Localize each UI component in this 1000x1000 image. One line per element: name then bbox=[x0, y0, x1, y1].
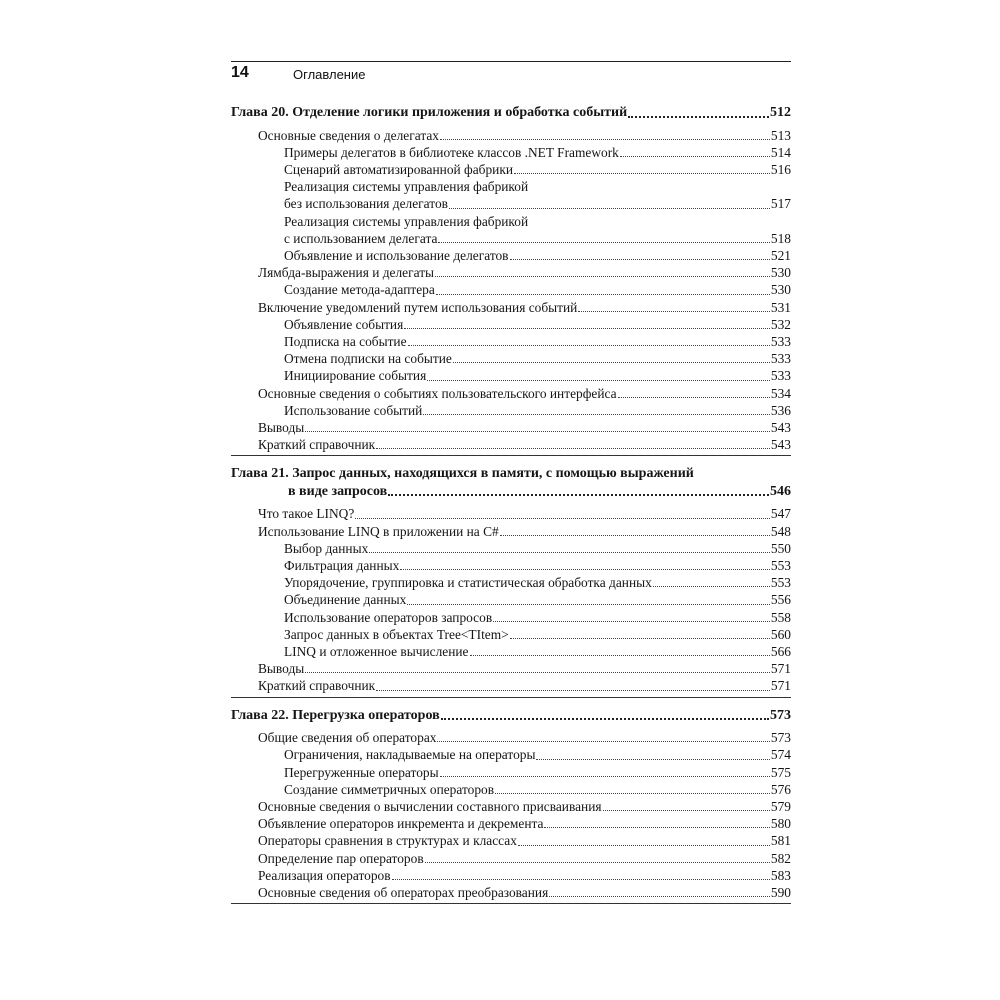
dot-leader bbox=[400, 569, 770, 570]
dot-leader bbox=[578, 311, 770, 312]
chapter-block bbox=[231, 465, 791, 697]
dot-leader bbox=[440, 776, 770, 777]
dot-leader bbox=[435, 276, 770, 277]
dot-leader bbox=[518, 845, 770, 846]
subsection-entry bbox=[231, 557, 791, 574]
entry-page: 516 bbox=[770, 161, 791, 177]
chapter-heading bbox=[231, 707, 791, 728]
subsection-entry bbox=[231, 402, 791, 419]
dot-leader bbox=[536, 759, 769, 760]
subsection-entry bbox=[231, 195, 791, 212]
chapter-page: 512 bbox=[770, 105, 791, 120]
entry-page: 543 bbox=[770, 437, 791, 453]
dot-leader bbox=[495, 793, 770, 794]
chapter-title-line bbox=[231, 483, 791, 501]
subsection-entry bbox=[231, 781, 791, 798]
entry-title: Отмена подписки на событие bbox=[284, 351, 452, 367]
dot-leader bbox=[449, 208, 770, 209]
dot-leader bbox=[549, 896, 770, 897]
entry-title: Перегруженные операторы bbox=[284, 764, 439, 780]
subsection-entry bbox=[231, 333, 791, 350]
chapter-title-line1: Глава 21. Запрос данных, находящихся в памяти, с помощью выражений bbox=[231, 466, 694, 482]
entry-title: Основные сведения о делегатах bbox=[258, 127, 439, 143]
entry-page: 533 bbox=[770, 333, 791, 349]
table-of-contents bbox=[231, 104, 791, 904]
section-entry bbox=[231, 832, 791, 849]
entry-title: Использование событий bbox=[284, 402, 423, 418]
entry-title: Создание симметричных операторов bbox=[284, 781, 495, 797]
entry-title: Лямбда-выражения и делегаты bbox=[258, 265, 435, 281]
section-entry bbox=[231, 660, 791, 677]
entry-page: 553 bbox=[770, 575, 791, 591]
entry-title: Запрос данных в объектах Tree<TItem> bbox=[284, 626, 509, 642]
entry-title: Выводы bbox=[258, 661, 305, 677]
section-entry bbox=[231, 127, 791, 144]
section-entry bbox=[231, 523, 791, 540]
entry-title: Включение уведомлений путем использования событий bbox=[258, 299, 578, 315]
entry-page: 573 bbox=[770, 730, 791, 746]
dot-leader bbox=[408, 345, 770, 346]
entry-page: 532 bbox=[770, 316, 791, 332]
section-entry bbox=[231, 850, 791, 867]
subsection-entry bbox=[231, 591, 791, 608]
section-entry bbox=[231, 677, 791, 694]
dot-leader bbox=[369, 552, 770, 553]
entry-title: Примеры делегатов в библиотеке классов .NET Framework bbox=[284, 144, 619, 160]
subsection-entry bbox=[231, 316, 791, 333]
dot-leader bbox=[653, 586, 770, 587]
chapter-gap bbox=[231, 698, 791, 707]
section-entry bbox=[231, 815, 791, 832]
entry-title: Определение пар операторов bbox=[258, 850, 424, 866]
entry-title: Объединение данных bbox=[284, 592, 407, 608]
chapter-gap bbox=[231, 456, 791, 465]
dot-leader bbox=[305, 672, 770, 673]
entry-page: 566 bbox=[770, 643, 791, 659]
subsection-entry bbox=[231, 746, 791, 763]
entry-page: 550 bbox=[770, 540, 791, 556]
entry-title: Реализация операторов bbox=[258, 867, 391, 883]
entry-title: Упорядочение, группировка и статистическая обработка данных bbox=[284, 575, 652, 591]
dot-leader bbox=[603, 810, 770, 811]
dot-leader bbox=[388, 494, 769, 496]
chapter-page: 546 bbox=[770, 483, 791, 499]
dot-leader bbox=[305, 431, 770, 432]
subsection-entry bbox=[231, 144, 791, 161]
entry-page: 556 bbox=[770, 592, 791, 608]
subsection-entry bbox=[231, 764, 791, 781]
entry-title: Фильтрация данных bbox=[284, 557, 400, 573]
entry-title-line1: Реализация системы управления фабрикой bbox=[284, 179, 529, 195]
entry-page: 536 bbox=[770, 402, 791, 418]
dot-leader bbox=[510, 259, 770, 260]
entry-title: Основные сведения о событиях пользовательского интерфейса bbox=[258, 385, 617, 401]
entry-page: 590 bbox=[770, 884, 791, 900]
subsection-entry bbox=[231, 574, 791, 591]
dot-leader bbox=[514, 173, 770, 174]
section-entry bbox=[231, 385, 791, 402]
entry-page: 580 bbox=[770, 816, 791, 832]
entry-title: с использованием делегата bbox=[284, 230, 438, 246]
subsection-entry bbox=[231, 230, 791, 247]
dot-leader bbox=[427, 380, 770, 381]
chapter-block bbox=[231, 104, 791, 456]
subsection-entry bbox=[231, 161, 791, 178]
dot-leader bbox=[620, 156, 770, 157]
entry-page: 581 bbox=[770, 833, 791, 849]
dot-leader bbox=[392, 879, 770, 880]
entry-title: Основные сведения об операторах преобразования bbox=[258, 884, 549, 900]
section-entry bbox=[231, 867, 791, 884]
section-entry bbox=[231, 798, 791, 815]
entry-page: 579 bbox=[770, 798, 791, 814]
chapter-title-line bbox=[231, 104, 791, 122]
dot-leader bbox=[425, 862, 770, 863]
section-entry bbox=[231, 436, 791, 453]
section-entry bbox=[231, 884, 791, 901]
dot-leader bbox=[437, 741, 769, 742]
chapter-heading bbox=[231, 104, 791, 125]
entry-title: Инициирование события bbox=[284, 368, 427, 384]
entry-page: 553 bbox=[770, 557, 791, 573]
entry-title: Использование LINQ в приложении на C# bbox=[258, 523, 499, 539]
chapter-entries bbox=[231, 503, 791, 696]
entry-page: 543 bbox=[770, 419, 791, 435]
dot-leader bbox=[355, 518, 770, 519]
dot-leader bbox=[453, 362, 770, 363]
entry-page: 547 bbox=[770, 506, 791, 522]
page-number: 14 bbox=[231, 64, 249, 81]
chapter-entries bbox=[231, 727, 791, 903]
chapter-title: в виде запросов bbox=[288, 483, 388, 499]
entry-title: Краткий справочник bbox=[258, 437, 376, 453]
entry-page: 582 bbox=[770, 850, 791, 866]
running-title: Оглавление bbox=[293, 67, 366, 82]
subsection-entry bbox=[231, 350, 791, 367]
entry-page: 517 bbox=[770, 196, 791, 212]
entry-page: 574 bbox=[770, 747, 791, 763]
entry-title: Объявление события bbox=[284, 316, 404, 332]
dot-leader bbox=[436, 294, 770, 295]
entry-title: Общие сведения об операторах bbox=[258, 730, 437, 746]
dot-leader bbox=[470, 655, 770, 656]
entry-title: LINQ и отложенное вычисление bbox=[284, 643, 469, 659]
chapter-title-line bbox=[231, 707, 791, 725]
subsection-entry bbox=[231, 247, 791, 264]
chapter-entries bbox=[231, 125, 791, 456]
chapter-title: Глава 22. Перегрузка операторов bbox=[231, 707, 440, 723]
entry-page: 576 bbox=[770, 781, 791, 797]
entry-title: Выбор данных bbox=[284, 540, 369, 556]
dot-leader bbox=[618, 397, 770, 398]
subsection-entry bbox=[231, 643, 791, 660]
section-entry bbox=[231, 299, 791, 316]
dot-leader bbox=[423, 414, 770, 415]
entry-page: 533 bbox=[770, 351, 791, 367]
dot-leader bbox=[440, 139, 770, 140]
subsection-entry bbox=[231, 540, 791, 557]
dot-leader bbox=[404, 328, 770, 329]
dot-leader bbox=[438, 242, 770, 243]
entry-page: 531 bbox=[770, 299, 791, 315]
chapter-heading bbox=[231, 465, 791, 503]
entry-title: Объявление операторов инкремента и декремента bbox=[258, 816, 544, 832]
entry-page: 513 bbox=[770, 127, 791, 143]
chapter-page: 573 bbox=[770, 707, 791, 723]
subsection-entry bbox=[231, 281, 791, 298]
dot-leader bbox=[376, 448, 770, 449]
entry-title: Подписка на событие bbox=[284, 333, 407, 349]
entry-title: Сценарий автоматизированной фабрики bbox=[284, 161, 514, 177]
dot-leader bbox=[500, 535, 770, 536]
dot-leader bbox=[441, 718, 769, 720]
dot-leader bbox=[628, 116, 769, 118]
entry-page: 548 bbox=[770, 523, 791, 539]
entry-page: 571 bbox=[770, 661, 791, 677]
subsection-entry bbox=[231, 626, 791, 643]
dot-leader bbox=[544, 827, 769, 828]
entry-page: 530 bbox=[770, 282, 791, 298]
entry-title: Что такое LINQ? bbox=[258, 506, 355, 522]
entry-page: 534 bbox=[770, 385, 791, 401]
section-entry bbox=[231, 264, 791, 281]
header-rule bbox=[231, 61, 791, 62]
entry-page: 575 bbox=[770, 764, 791, 780]
subsection-entry bbox=[231, 367, 791, 384]
entry-title-line1: Реализация системы управления фабрикой bbox=[284, 213, 529, 229]
section-entry bbox=[231, 505, 791, 522]
entry-page: 521 bbox=[770, 247, 791, 263]
entry-page: 533 bbox=[770, 368, 791, 384]
entry-page: 530 bbox=[770, 265, 791, 281]
entry-title: Краткий справочник bbox=[258, 678, 376, 694]
entry-page: 558 bbox=[770, 609, 791, 625]
chapter-title: Глава 20. Отделение логики приложения и обработка событий bbox=[231, 105, 628, 120]
entry-page: 583 bbox=[770, 867, 791, 883]
entry-page: 518 bbox=[770, 230, 791, 246]
entry-title: Создание метода-адаптера bbox=[284, 282, 435, 298]
entry-title: Использование операторов запросов bbox=[284, 609, 493, 625]
subsection-entry bbox=[231, 609, 791, 626]
entry-title: без использования делегатов bbox=[284, 196, 448, 212]
dot-leader bbox=[493, 621, 770, 622]
entry-page: 514 bbox=[770, 144, 791, 160]
entry-title: Основные сведения о вычислении составного присваивания bbox=[258, 798, 602, 814]
entry-title: Ограничения, накладываемые на операторы bbox=[284, 747, 536, 763]
entry-title: Выводы bbox=[258, 419, 305, 435]
chapter-block bbox=[231, 707, 791, 905]
entry-page: 560 bbox=[770, 626, 791, 642]
entry-title: Операторы сравнения в структурах и классах bbox=[258, 833, 517, 849]
dot-leader bbox=[407, 604, 770, 605]
dot-leader bbox=[376, 690, 770, 691]
section-entry bbox=[231, 729, 791, 746]
dot-leader bbox=[510, 638, 770, 639]
section-entry bbox=[231, 419, 791, 436]
entry-title: Объявление и использование делегатов bbox=[284, 247, 509, 263]
entry-page: 571 bbox=[770, 678, 791, 694]
